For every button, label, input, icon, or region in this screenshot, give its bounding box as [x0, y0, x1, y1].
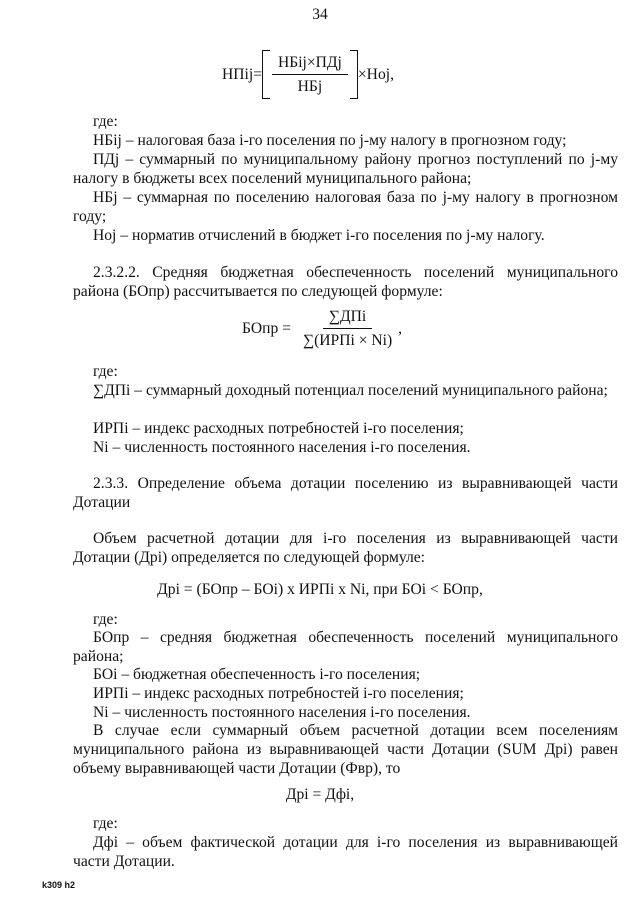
footer-code: k309 h2	[42, 880, 76, 890]
section-2-3-3-intro: Объем расчетной дотации для i-го поселения из выравнивающей части Дотации (Дрi) определяется по следующей формуле:	[73, 530, 618, 567]
definition-dfi: Дфi – объем фактической дотации для i-го поселения из выравнивающей части Дотации.	[73, 834, 618, 871]
where-label-3: где:	[93, 611, 118, 628]
formula-np-rhs: ×Hoj,	[357, 66, 394, 83]
formula-bopr-denominator: ∑(ИРПi × Ni)	[302, 332, 393, 350]
formula-np	[222, 50, 394, 99]
formula-bopr-numerator: ∑ДПi	[323, 307, 372, 329]
formula-np-numerator: НБij×ПДj	[272, 53, 348, 75]
formula-bopr-lhs: БОпр =	[242, 320, 291, 337]
where-label-1: где:	[93, 113, 118, 130]
formula-dri: Дрi = (БОпр – БОi) x ИРПi x Ni, при БОi < БОпр,	[157, 581, 483, 598]
definition-irpi-1: ИРПi – индекс расходных потребностей i-го поселения;	[93, 420, 464, 437]
formula-np-lhs: НПij=	[222, 66, 262, 83]
formula-np-fraction	[272, 53, 348, 96]
definition-ni-2: Ni – численность постоянного населения i-го поселения.	[93, 704, 471, 721]
formula-np-denominator: НБj	[297, 78, 323, 96]
definition-boi: БОi – бюджетная обеспеченность i-го поселения;	[93, 666, 421, 683]
definition-bopr: БОпр – средняя бюджетная обеспеченность поселений муниципального района;	[73, 629, 618, 666]
definition-nbij: НБij – налоговая база i-го поселения по j-му налогу в прогнозном году;	[93, 132, 567, 149]
definition-pdj: ПДj – суммарный по муниципальному району прогноз поступлений по j-му налогу в бюджеты всех поселений муниципального района;	[73, 151, 618, 188]
definition-hoj: Hoj – норматив отчислений в бюджет i-го поселения по j-му налогу.	[93, 227, 545, 244]
definition-irpi-2: ИРПi – индекс расходных потребностей i-го поселения;	[93, 685, 464, 702]
section-2-3-2-2-text: 2.3.2.2. Средняя бюджетная обеспеченность поселений муниципального района (БОпр) рассчитывается по следующей формуле:	[73, 264, 618, 301]
formula-bopr-tail: ,	[398, 320, 403, 337]
where-label-4: где:	[93, 815, 118, 832]
where-label-2: где:	[93, 363, 118, 380]
case-paragraph: В случае если суммарный объем расчетной дотации всем поселениям муниципального района из выравнивающей части Дотации (SUM Дрi) равен объему выравнивающей части Дотации (Фвр), то	[73, 722, 618, 778]
formula-bopr-fraction	[297, 307, 398, 350]
formula-bopr	[242, 307, 402, 350]
formula-dri-dfi: Дрi = Дфi,	[285, 786, 355, 803]
section-2-3-3-heading: 2.3.3. Определение объема дотации поселению из выравнивающей части Дотации	[73, 475, 618, 512]
definition-nbj: НБj – суммарная по поселению налоговая база по j-му налогу в прогнозном году;	[73, 189, 618, 226]
page-number: 34	[312, 6, 328, 23]
definition-ni-1: Ni – численность постоянного населения i-го поселения.	[93, 439, 471, 456]
definition-sum-dpi: ∑ДПi – суммарный доходный потенциал поселений муниципального района;	[93, 382, 608, 399]
formula-np-bracket	[262, 50, 358, 99]
